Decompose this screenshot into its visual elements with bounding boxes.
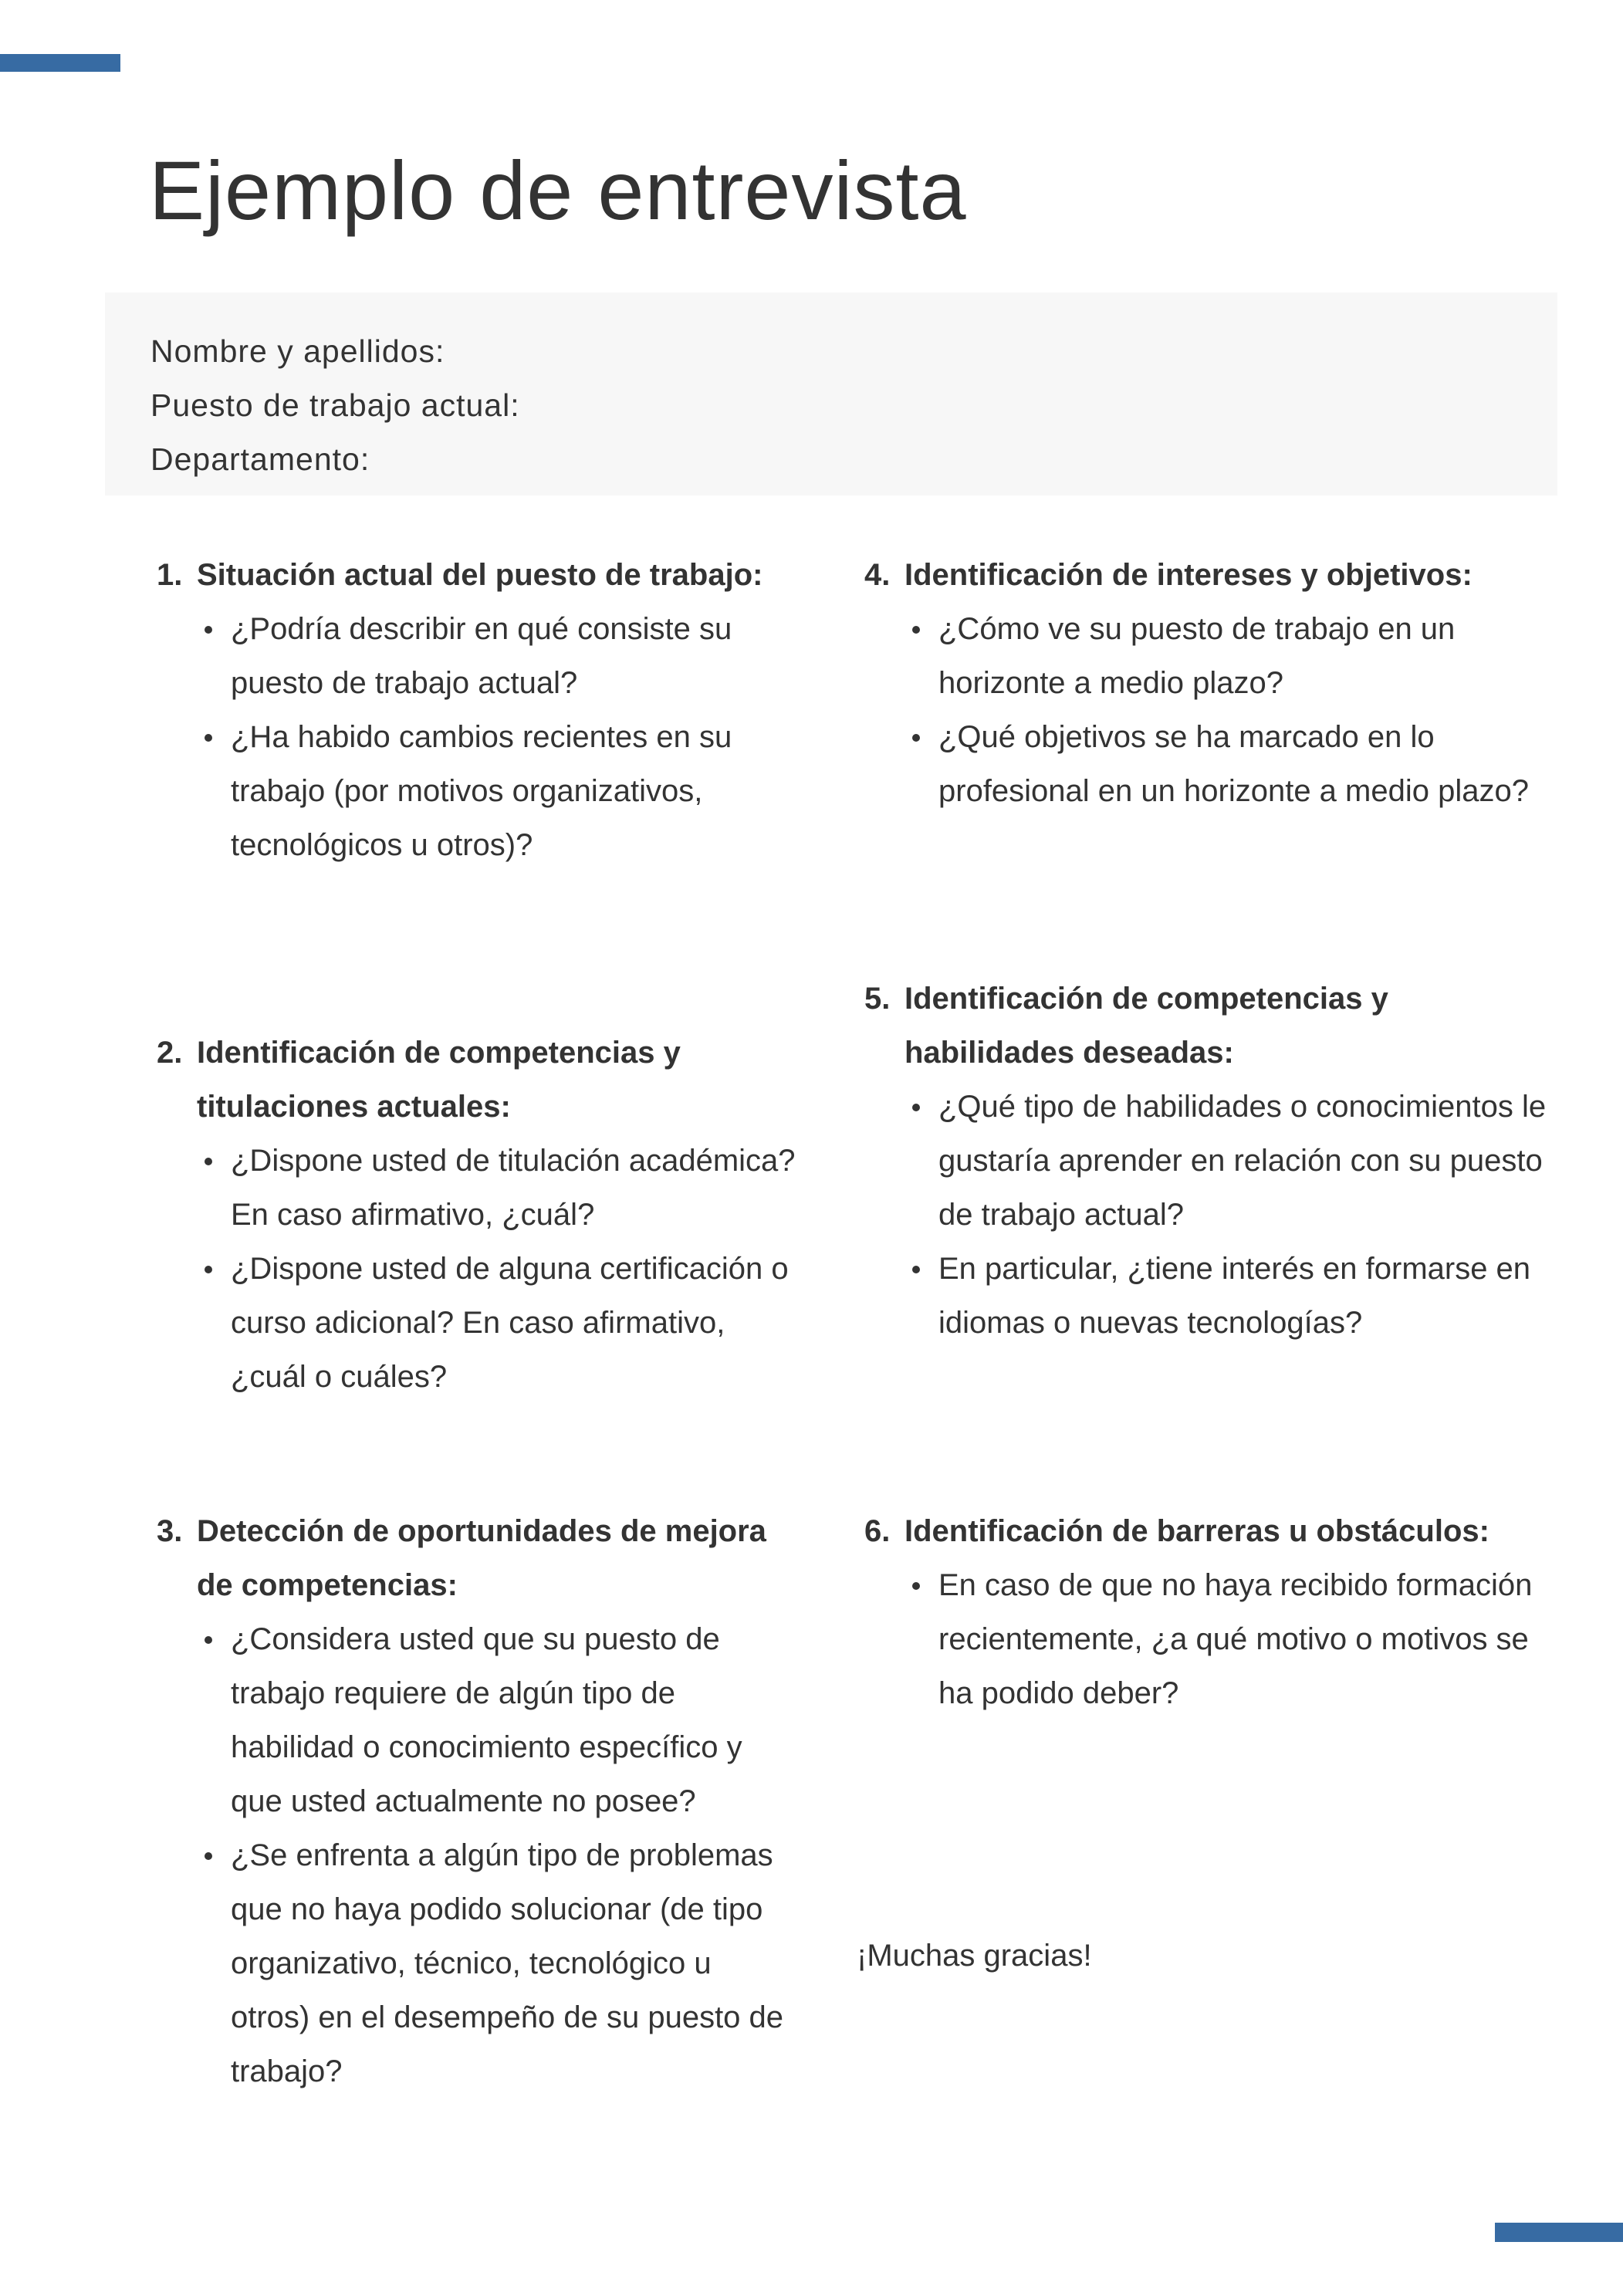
department-label: Departamento: bbox=[150, 441, 370, 477]
page-title: Ejemplo de entrevista bbox=[149, 144, 967, 237]
section-title: Identificación de competencias y habilidades deseadas: bbox=[904, 982, 1388, 1070]
name-label: Nombre y apellidos: bbox=[150, 333, 445, 369]
accent-bar-top bbox=[0, 54, 120, 72]
section-number: 1. bbox=[157, 558, 183, 592]
section-title: Identificación de intereses y objetivos: bbox=[904, 558, 1473, 592]
section-2 bbox=[157, 1026, 797, 1404]
question-item: ¿Podría describir en qué consiste su puesto de trabajo actual? bbox=[205, 602, 797, 710]
question-item: ¿Cómo ve su puesto de trabajo en un horizonte a medio plazo? bbox=[912, 602, 1559, 710]
question-item: ¿Dispone usted de alguna certificación o curso adicional? En caso afirmativo, ¿cuál o cuáles? bbox=[205, 1242, 797, 1404]
question-item: En caso de que no haya recibido formación recientemente, ¿a qué motivo o motivos se ha podido deber? bbox=[912, 1558, 1559, 1720]
question-item: ¿Dispone usted de titulación académica? En caso afirmativo, ¿cuál? bbox=[205, 1134, 797, 1242]
section-title: Situación actual del puesto de trabajo: bbox=[197, 558, 763, 592]
section-number: 2. bbox=[157, 1036, 183, 1070]
question-item: ¿Considera usted que su puesto de trabajo requiere de algún tipo de habilidad o conocimiento específico y que usted actualmente no posee? bbox=[205, 1612, 797, 1828]
question-item: En particular, ¿tiene interés en formarse en idiomas o nuevas tecnologías? bbox=[912, 1242, 1559, 1350]
interviewee-info-box bbox=[105, 292, 1557, 495]
section-number: 4. bbox=[864, 558, 891, 592]
section-title: Identificación de barreras u obstáculos: bbox=[904, 1514, 1489, 1548]
section-6 bbox=[864, 1504, 1559, 1720]
section-5 bbox=[864, 972, 1559, 1350]
question-item: ¿Qué tipo de habilidades o conocimientos le gustaría aprender en relación con su puesto de trabajo actual? bbox=[912, 1080, 1559, 1242]
section-4 bbox=[864, 548, 1559, 818]
section-number: 3. bbox=[157, 1514, 183, 1548]
closing-text: ¡Muchas gracias! bbox=[857, 1939, 1092, 1973]
accent-bar-bottom bbox=[1495, 2223, 1623, 2242]
section-3 bbox=[157, 1504, 797, 2098]
question-item: ¿Se enfrenta a algún tipo de problemas que no haya podido solucionar (de tipo organizativo, técnico, tecnológico u otros) en el desempeño de su puesto de trabajo? bbox=[205, 1828, 797, 2098]
section-number: 5. bbox=[864, 982, 891, 1016]
question-item: ¿Ha habido cambios recientes en su trabajo (por motivos organizativos, tecnológicos u otros)? bbox=[205, 710, 797, 872]
section-title: Detección de oportunidades de mejora de competencias: bbox=[197, 1514, 766, 1602]
position-label: Puesto de trabajo actual: bbox=[150, 387, 520, 423]
section-title: Identificación de competencias y titulaciones actuales: bbox=[197, 1036, 681, 1124]
section-number: 6. bbox=[864, 1514, 891, 1548]
question-item: ¿Qué objetivos se ha marcado en lo profesional en un horizonte a medio plazo? bbox=[912, 710, 1559, 818]
section-1 bbox=[157, 548, 797, 872]
